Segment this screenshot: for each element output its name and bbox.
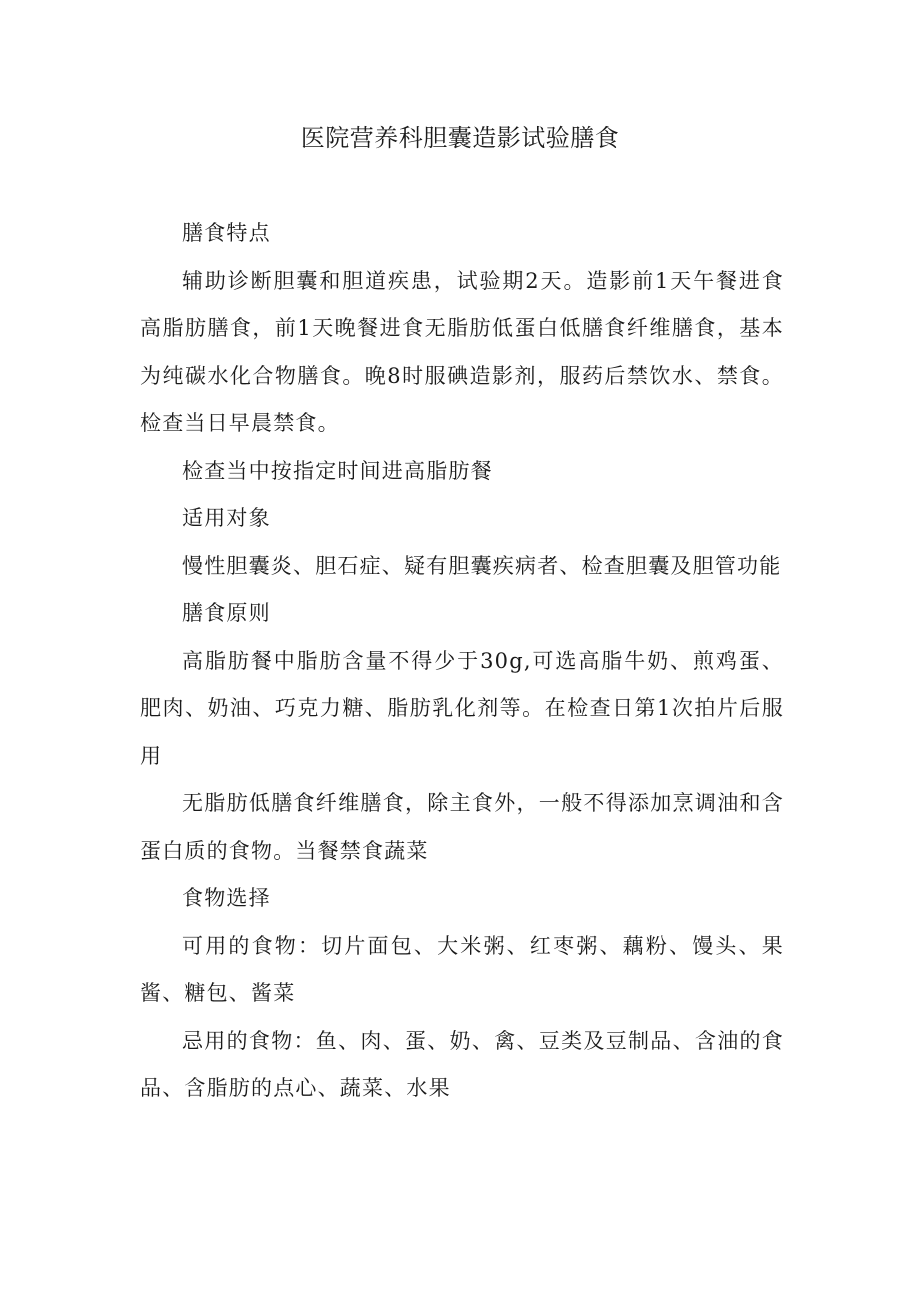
section-heading-diet-principles: 膳食原则: [182, 601, 271, 625]
paragraph-forbidden-foods: 忌用的食物：鱼、肉、蛋、奶、禽、豆类及豆制品、含油的食品、含脂肪的点心、蔬菜、水果: [140, 1028, 784, 1100]
paragraph-diet-features: 辅助诊断胆囊和胆道疾患，试验期2天。造影前1天午餐进食高脂肪膳食，前1天晚餐进食无脂肪低蛋白低膳食纤维膳食，基本为纯碳水化合物膳食。晚8时服碘造影剂，服药后禁饮水、禁食。检查当日早晨禁食。: [140, 268, 784, 435]
paragraph-fat-free-meal: 无脂肪低膳食纤维膳食，除主食外，一般不得添加烹调油和含蛋白质的食物。当餐禁食蔬菜: [140, 791, 784, 863]
document-title: 医院营养科胆囊造影试验膳食: [300, 124, 620, 152]
paragraph-allowed-foods: 可用的食物：切片面包、大米粥、红枣粥、藕粉、馒头、果酱、糖包、酱菜: [140, 933, 784, 1005]
section-heading-diet-features: 膳食特点: [182, 221, 271, 245]
section-heading-food-selection: 食物选择: [182, 886, 271, 910]
paragraph-high-fat-meal-timing: 检查当中按指定时间进高脂肪餐: [182, 458, 493, 483]
paragraph-high-fat-meal: 高脂肪餐中脂肪含量不得少于30g,可选高脂牛奶、煎鸡蛋、肥肉、奶油、巧克力糖、脂肪乳化剂等。在检查日第1次拍片后服用: [140, 648, 784, 768]
paragraph-applicable-subjects: 慢性胆囊炎、胆石症、疑有胆囊疾病者、检查胆囊及胆管功能: [182, 553, 782, 578]
document-body: [140, 210, 784, 1113]
section-heading-applicable-subjects: 适用对象: [182, 506, 271, 530]
